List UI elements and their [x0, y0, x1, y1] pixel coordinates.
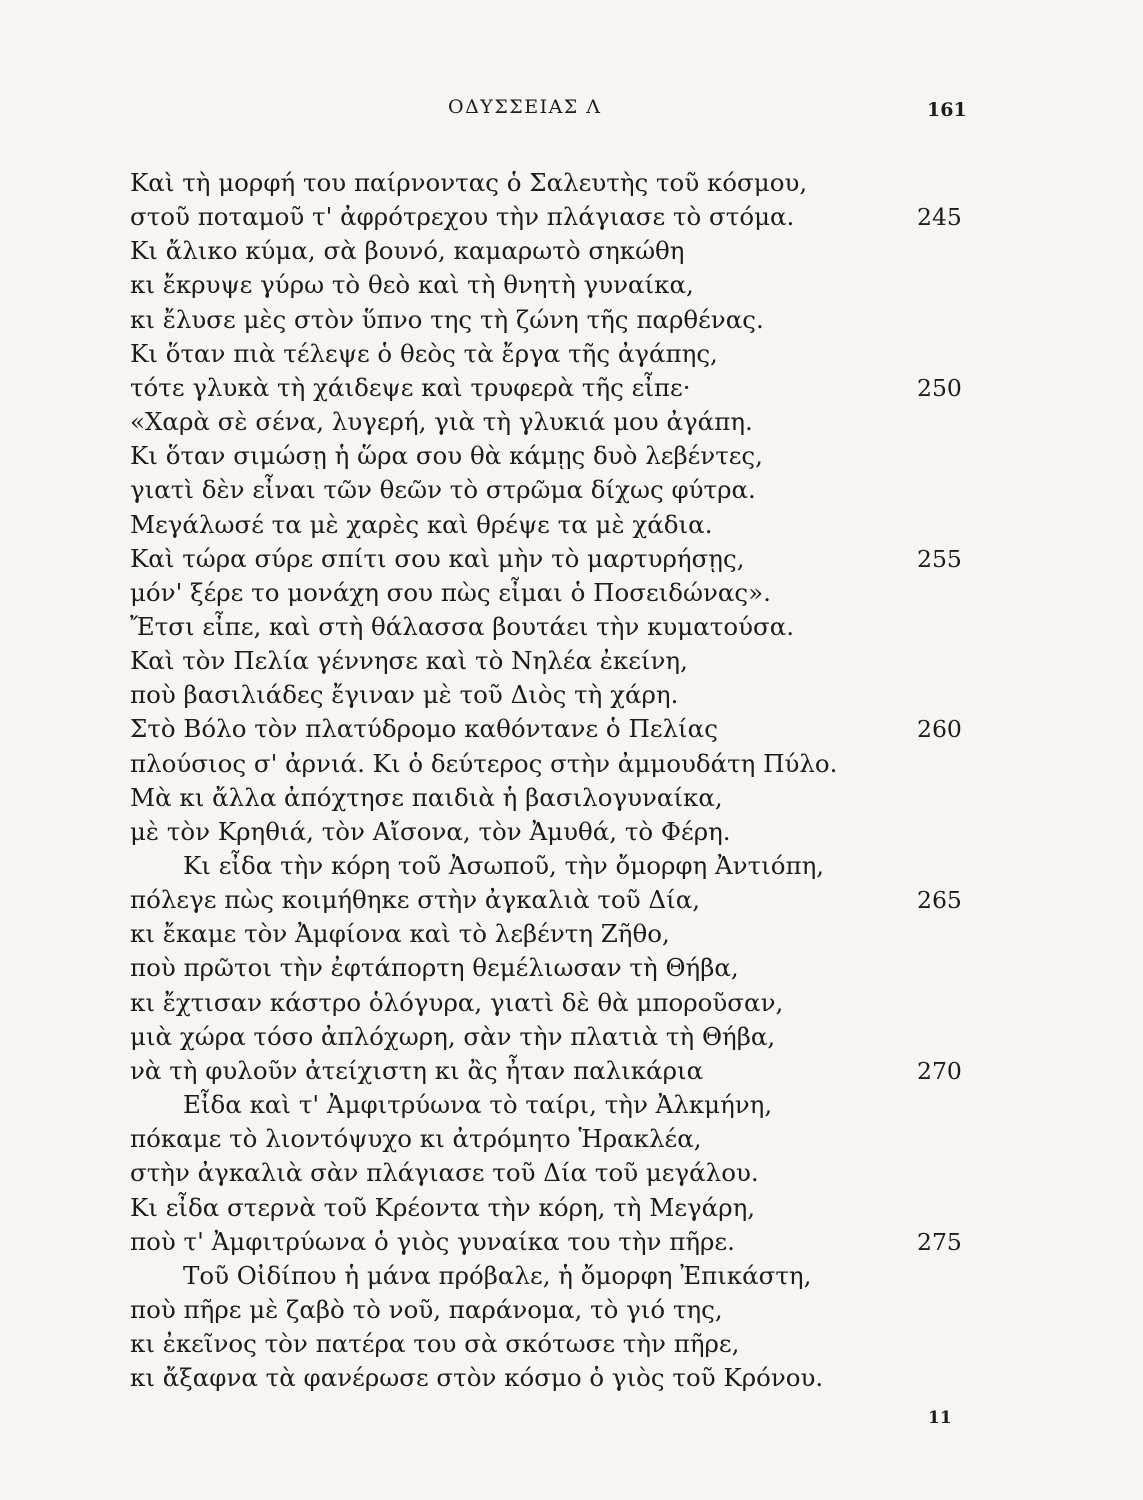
verse-line: γιατὶ δὲν εἶναι τῶν θεῶν τὸ στρῶμα δίχως φύτρα. — [130, 475, 756, 505]
verse-line: Τοῦ Οἰδίπου ἡ μάνα πρόβαλε, ἡ ὄμορφη Ἐπικάστη, — [183, 1260, 812, 1290]
verse-line: ποὺ τ' Ἀμφιτρύωνα ὁ γιὸς γυναίκα του τὴν πῆρε. — [130, 1226, 735, 1256]
line-number: 265 — [917, 886, 962, 915]
verse-line: στὴν ἀγκαλιὰ σὰν πλάγιασε τοῦ Δία τοῦ μεγάλου. — [130, 1158, 759, 1188]
verse-line: Μὰ κι ἄλλα ἀπόχτησε παιδιὰ ἡ βασιλογυναίκα, — [130, 782, 723, 812]
verse-line: ποὺ πρῶτοι τὴν ἐφτάπορτη θεμέλιωσαν τὴ Θήβα, — [130, 953, 739, 983]
verse-line: κι ἔχτισαν κάστρο ὁλόγυρα, γιατὶ δὲ θὰ μποροῦσαν, — [130, 987, 784, 1017]
verse-line: Μεγάλωσέ τα μὲ χαρὲς καὶ θρέψε τα μὲ χάδια. — [130, 509, 713, 539]
page-number: 161 — [927, 99, 967, 121]
verse-line: Καὶ τὸν Πελία γέννησε καὶ τὸ Νηλέα ἐκείνη, — [130, 646, 688, 676]
verse-line: πλούσιος σ' ἀρνιά. Κι ὁ δεύτερος στὴν ἀμμουδάτη Πύλο. — [130, 748, 838, 778]
verse-line: πόλεγε πὼς κοιμήθηκε στὴν ἀγκαλιὰ τοῦ Δία, — [130, 885, 701, 915]
verse-line: Κι ὅταν σιμώσῃ ἡ ὥρα σου θὰ κάμῃς δυὸ λεβέντες, — [130, 441, 763, 471]
verse-line: μιὰ χώρα τόσο ἀπλόχωρη, σὰν τὴν πλατιὰ τὴ Θήβα, — [130, 1021, 776, 1051]
verse-line: Εἶδα καὶ τ' Ἀμφιτρύωνα τὸ ταίρι, τὴν Ἀλκμήνη, — [183, 1090, 773, 1120]
line-number: 275 — [917, 1227, 962, 1256]
verse-line: Ἔτσι εἶπε, καὶ στὴ θάλασσα βουτάει τὴν κυματούσα. — [130, 611, 795, 641]
verse-line: κι ἄξαφνα τὰ φανέρωσε στὸν κόσμο ὁ γιὸς τοῦ Κρόνου. — [130, 1363, 824, 1393]
verse-line: Καὶ τὴ μορφή του παίρνοντας ὁ Σαλευτὴς τοῦ κόσμου, — [130, 168, 808, 197]
verse-line: νὰ τὴ φυλοῦν ἀτείχιστη κι ἂς ἦταν παλικάρια — [130, 1055, 704, 1085]
verse-line: Κι εἶδα τὴν κόρη τοῦ Ἀσωποῦ, τὴν ὄμορφη Ἀντιόπη, — [183, 851, 825, 880]
verse-line: ποὺ πῆρε μὲ ζαβὸ τὸ νοῦ, παράνομα, τὸ γιό της, — [130, 1294, 723, 1324]
verse-line: μόν' ξέρε το μονάχη σου πὼς εἶμαι ὁ Ποσειδώνας». — [130, 577, 771, 607]
verse-line: πόκαμε τὸ λιοντόψυχο κι ἀτρόμητο Ἡρακλέα, — [130, 1124, 702, 1154]
verse-line: κι ἐκεῖνος τὸν πατέρα του σὰ σκότωσε τὴν πῆρε, — [130, 1329, 740, 1359]
verse-line: Κι εἶδα στερνὰ τοῦ Κρέοντα τὴν κόρη, τὴ Μεγάρη, — [130, 1192, 756, 1222]
line-number: 245 — [917, 203, 962, 232]
line-number: 255 — [917, 544, 962, 573]
verse-line: μὲ τὸν Κρηθιά, τὸν Αἴσονα, τὸν Ἀμυθά, τὸ Φέρη. — [130, 816, 731, 846]
verse-line: στοῦ ποταμοῦ τ' ἀφρότρεχου τὴν πλάγιασε τὸ στόμα. — [130, 202, 795, 232]
verse-line: κι ἔκρυψε γύρω τὸ θεὸ καὶ τὴ θνητὴ γυναίκα, — [130, 270, 694, 300]
verse-line: Καὶ τώρα σύρε σπίτι σου καὶ μὴν τὸ μαρτυρήσῃς, — [130, 543, 745, 573]
signature-mark: 11 — [928, 1408, 952, 1428]
verse-line: Κι ἄλικο κύμα, σὰ βουνό, καμαρωτὸ σηκώθη — [130, 236, 685, 266]
verse-line: κι ἔλυσε μὲς στὸν ὕπνο της τὴ ζώνη τῆς παρθένας. — [130, 304, 764, 334]
verse-line: «Χαρὰ σὲ σένα, λυγερή, γιὰ τὴ γλυκιά μου ἀγάπη. — [130, 407, 753, 437]
verse-line: ποὺ βασιλιάδες ἔγιναν μὲ τοῦ Διὸς τὴ χάρη. — [130, 680, 679, 710]
verse-line: Κι ὅταν πιὰ τέλεψε ὁ θεὸς τὰ ἔργα τῆς ἀγάπης, — [130, 338, 718, 368]
verse-line: τότε γλυκὰ τὴ χάιδεψε καὶ τρυφερὰ τῆς εἶπε· — [130, 372, 691, 402]
running-head: ΟΔΥΣΣΕΙΑΣ Λ — [448, 96, 602, 118]
verse-line: Στὸ Βόλο τὸν πλατύδρομο καθόντανε ὁ Πελίας — [130, 714, 718, 744]
line-number: 250 — [917, 373, 962, 402]
verse-line: κι ἔκαμε τὸν Ἀμφίονα καὶ τὸ λεβέντη Ζῆθο, — [130, 919, 670, 949]
line-number: 270 — [917, 1056, 962, 1085]
line-number: 260 — [917, 715, 962, 744]
